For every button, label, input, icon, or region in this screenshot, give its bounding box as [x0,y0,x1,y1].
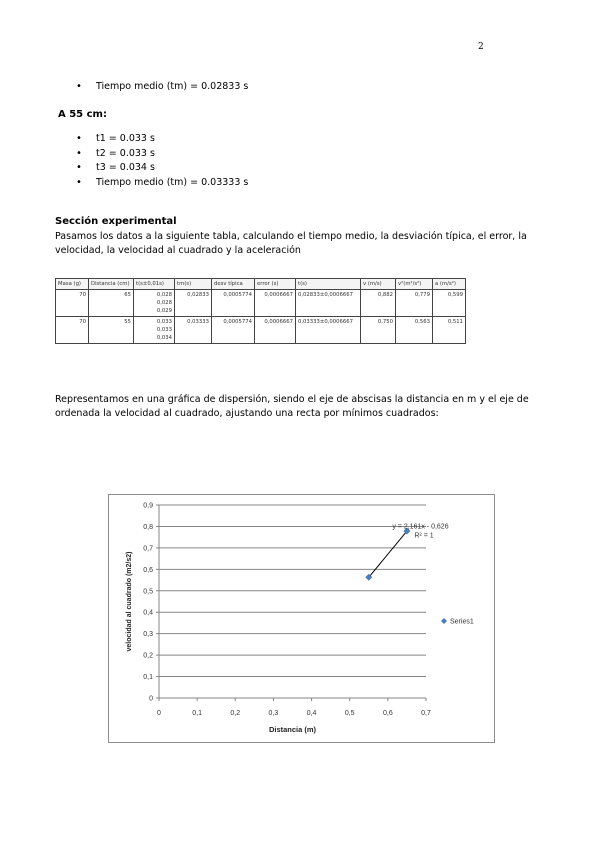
header-distancia: Distancia (cm) [89,279,134,290]
cell-distancia: 55 [89,317,134,344]
trendline-r2: R² = 1 [414,532,434,540]
y-tick-label: 0,8 [143,523,153,531]
x-tick-label: 0,5 [344,710,355,717]
page-number: 2 [478,42,484,52]
experimental-heading: Sección experimental [55,216,177,227]
x-tick-label: 0,2 [230,710,241,717]
header-ts: t(s) [296,279,361,290]
cell-desv: 0,0005774 [212,290,255,317]
cell-v: 0,750 [361,317,396,344]
header-desv: desv típica [212,279,255,290]
cell-t-value: 0,029 [156,308,172,314]
cell-v: 0,882 [361,290,396,317]
cell-v2: 0,779 [396,290,433,317]
cell-v2: 0,563 [396,317,433,344]
x-ticks [157,698,431,717]
cell-error: 0,0006667 [255,290,296,317]
x-tick-label: 0,4 [306,710,317,717]
trendline [369,531,407,577]
y-axis-label: velocidad al cuadrado (m2/s2) [126,551,133,652]
y-tick-label: 0,4 [143,609,153,617]
y-tick-label: 0,5 [143,588,153,596]
cell-a: 0,599 [433,290,466,317]
list-item: • Tiempo medio (tm) = 0.03333 s [60,176,248,191]
cell-t-value: 0,033 [156,319,172,325]
trendline-equation: y = 2,161x - 0,626 [392,523,449,531]
y-tick-label: 0,2 [143,652,153,660]
header-v: v (m/s) [361,279,396,290]
section-55-heading: A 55 cm: [58,109,107,120]
cell-t-value: 0,033 [156,327,172,333]
cell-masa: 70 [56,290,89,317]
cell-desv: 0,0005774 [212,317,255,344]
cell-tm: 0,02833 [175,290,212,317]
x-tick-label: 0,7 [421,710,431,717]
list-item: • t1 = 0.033 s [60,132,248,147]
header-a: a (m/s²) [433,279,466,290]
list-item: • Tiempo medio (tm) = 0.02833 s [60,80,248,95]
cell-t-value: 0,028 [156,300,172,306]
y-tick-label: 0,6 [143,566,153,574]
legend [441,618,474,626]
cell-a: 0,511 [433,317,466,344]
header-v2: v²(m²/s²) [396,279,433,290]
header-error: error (s) [255,279,296,290]
cell-error: 0,0006667 [255,317,296,344]
cell-ts: 0,03333±0,0006667 [296,317,361,344]
list-item: • t3 = 0.034 s [60,161,248,176]
cell-t-value: 0,028 [156,292,172,298]
header-t: t(s±0,01s) [134,279,175,290]
x-axis-label: Distancia (m) [268,725,317,734]
cell-masa: 70 [56,317,89,344]
representation-paragraph: Representamos en una gráfica de dispersión, siendo el eje de abscisas la distancia en m y el eje de ordenada la velocidad al cuadrado, ajustando una recta por mínimos cuadrados: [55,394,529,419]
cell-t-value: 0,034 [156,335,172,341]
y-tick-label: 0,9 [143,502,153,510]
y-tick-label: 0 [149,695,153,703]
y-tick-label: 0,1 [143,674,153,682]
x-tick-label: 0 [157,710,161,717]
x-tick-label: 0,6 [382,710,393,717]
header-tm: tm(s) [175,279,212,290]
y-tick-label: 0,7 [143,545,153,553]
header-masa: Masa (g) [56,279,89,290]
y-ticks [143,503,159,703]
legend-label: Series1 [450,618,474,626]
list-item: • t2 = 0.033 s [60,147,248,162]
cell-distancia: 65 [89,290,134,317]
y-tick-label: 0,3 [143,631,153,639]
cell-tm: 0,03333 [175,317,212,344]
gridlines [159,505,426,677]
cell-ts: 0,02833±0,0006667 [296,290,361,317]
legend-marker [441,618,447,624]
x-tick-label: 0,3 [268,710,279,717]
experimental-paragraph: Pasamos los datos a la siguiente tabla, calculando el tiempo medio, la desviación típica, el error, la velocidad, la velocidad al cuadrado y la aceleración [55,231,527,256]
x-tick-label: 0,1 [192,710,203,717]
